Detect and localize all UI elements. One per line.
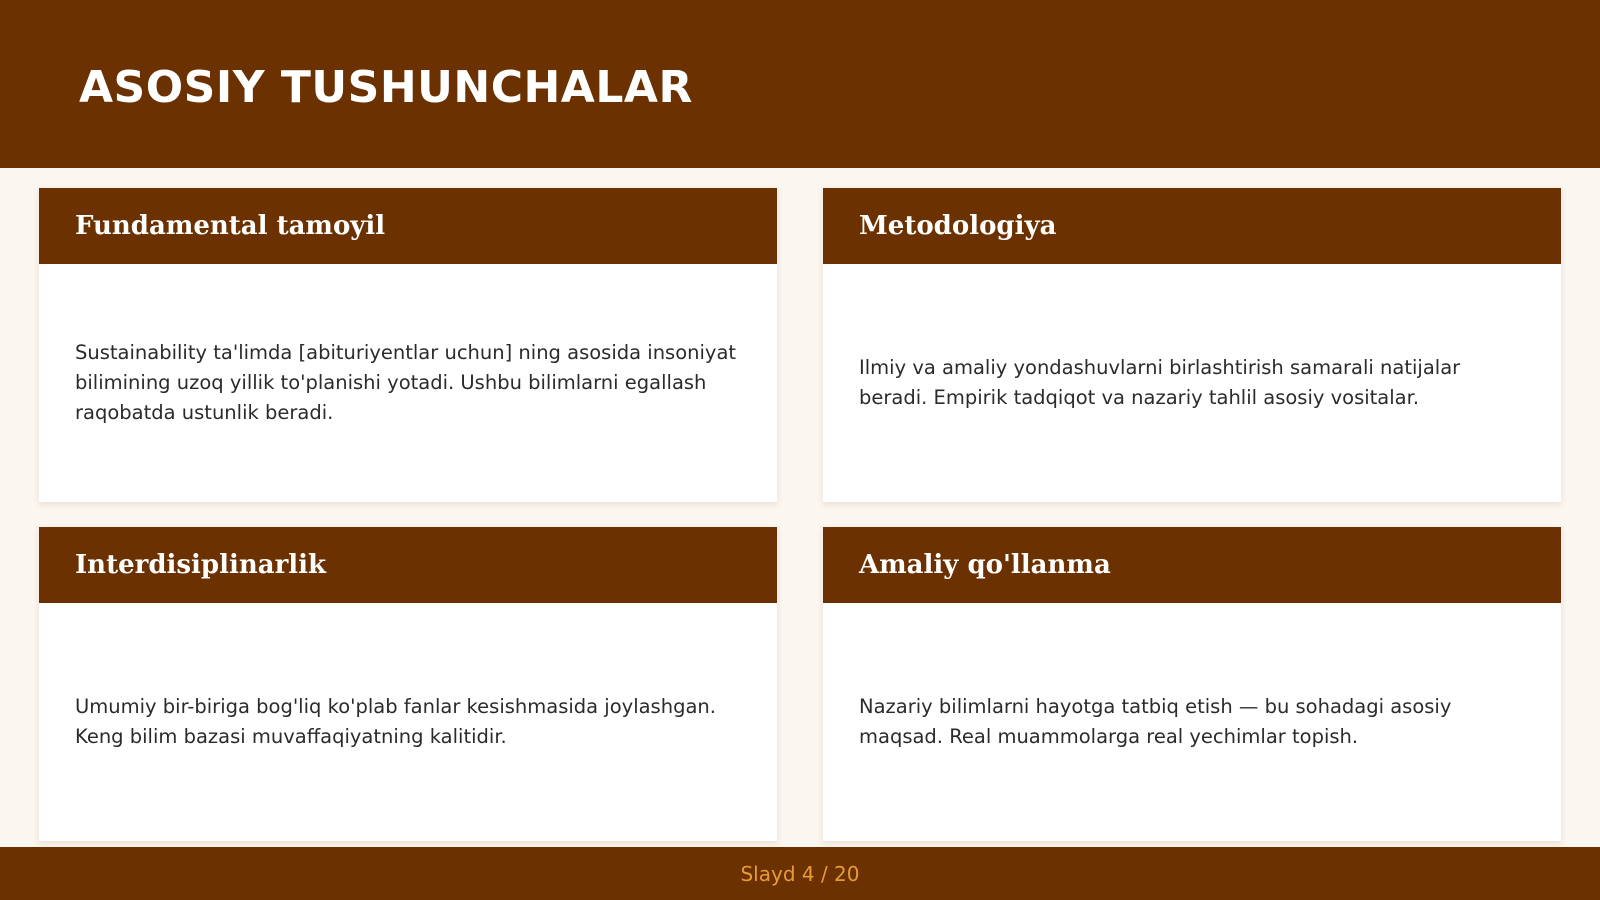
- card-text: Ilmiy va amaliy yondashuvlarni birlashtirish samarali natijalar beradi. Empirik tadqiqot va nazariy tahlil asosiy vositalar.: [859, 356, 1461, 409]
- card-header: [823, 188, 1561, 264]
- card-amaliy-qollanma: [823, 527, 1561, 841]
- card-title: Amaliy qo'llanma: [859, 550, 1111, 580]
- slide-number: Slayd 4 / 20: [740, 861, 860, 886]
- card-title: Metodologiya: [859, 211, 1057, 241]
- card-header: [39, 188, 777, 264]
- card-body: [823, 264, 1561, 502]
- card-header: [39, 527, 777, 603]
- card-title: Interdisiplinarlik: [75, 550, 327, 580]
- slide-title: ASOSIY TUSHUNCHALAR: [79, 62, 693, 113]
- card-fundamental-tamoyil: [39, 188, 777, 502]
- card-body: [39, 264, 777, 502]
- slide-header: [0, 0, 1600, 168]
- card-interdisiplinarlik: [39, 527, 777, 841]
- card-title: Fundamental tamoyil: [75, 211, 386, 241]
- slide-footer: [0, 847, 1600, 900]
- card-text: Umumiy bir-biriga bog'liq ko'plab fanlar kesishmasida joylashgan. Keng bilim bazasi muvaffaqiyatning kalitidir.: [75, 695, 716, 748]
- card-metodologiya: [823, 188, 1561, 502]
- card-text: Nazariy bilimlarni hayotga tatbiq etish — bu sohadagi asosiy maqsad. Real muammolarga real yechimlar topish.: [859, 695, 1452, 748]
- card-body: [823, 603, 1561, 841]
- card-body: [39, 603, 777, 841]
- card-text: Sustainability ta'limda [abituriyentlar uchun] ning asosida insoniyat bilimining uzoq yillik to'planishi yotadi. Ushbu bilimlarni egallash raqobatda ustunlik beradi.: [75, 341, 737, 424]
- card-header: [823, 527, 1561, 603]
